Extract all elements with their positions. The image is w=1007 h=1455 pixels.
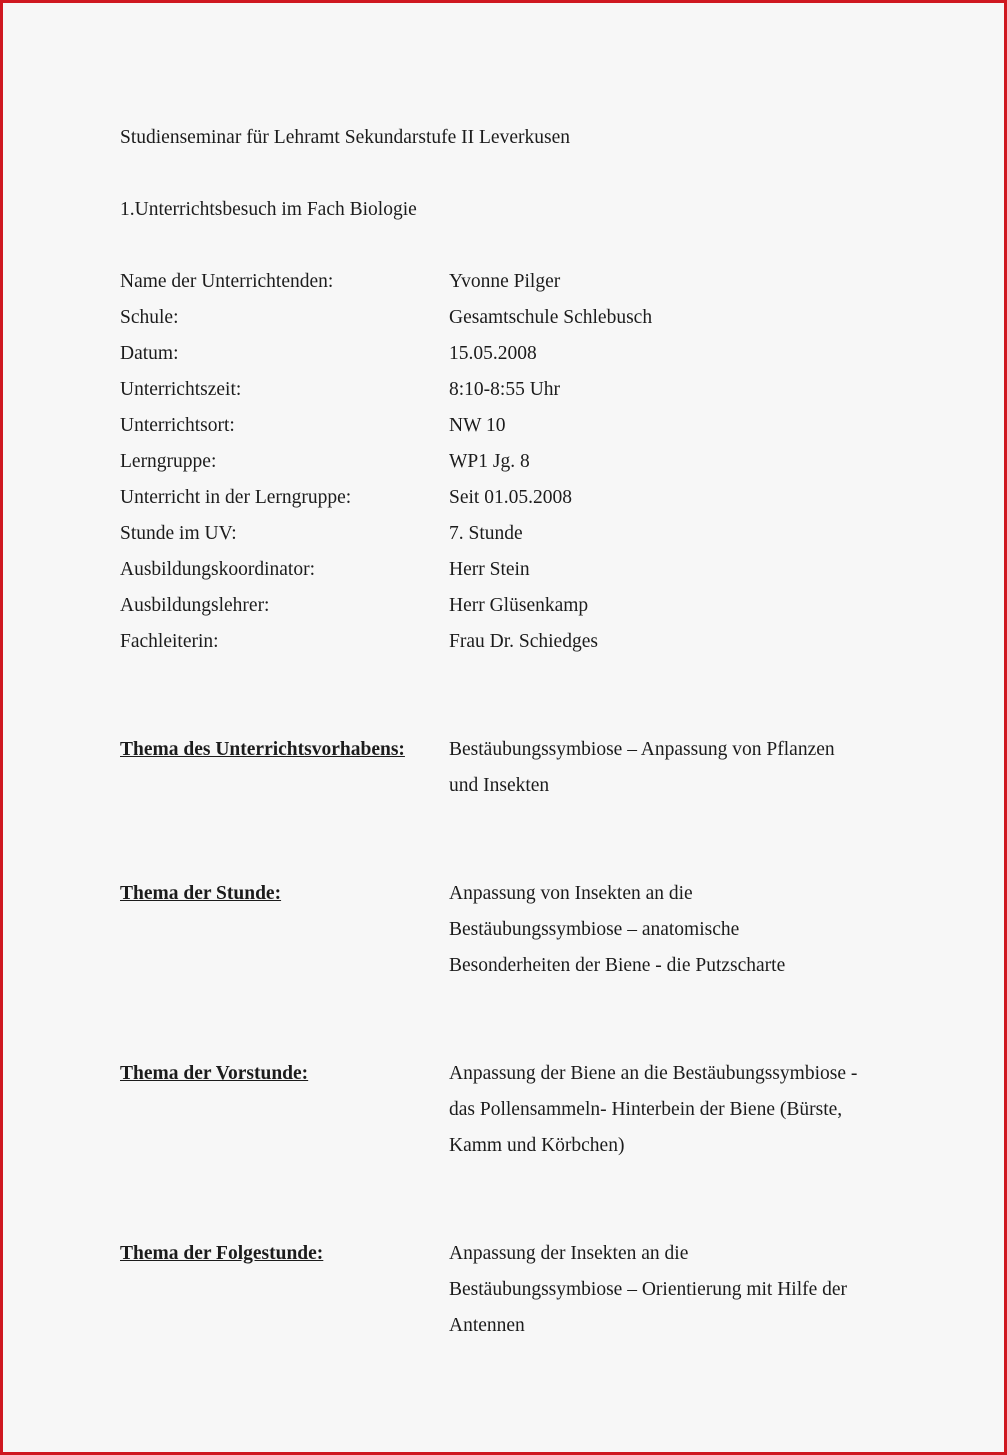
topic-text <box>449 876 890 984</box>
info-row-mentor <box>120 588 890 624</box>
topic-line: Anpassung von Insekten an die <box>449 883 693 904</box>
info-label: Fachleiterin: <box>120 631 219 652</box>
topic-text <box>449 1236 890 1344</box>
seminar-title: Studienseminar für Lehramt Sekundarstufe II Leverkusen <box>120 127 570 148</box>
topic-text <box>449 732 890 804</box>
visit-title: 1.Unterrichtsbesuch im Fach Biologie <box>120 199 417 220</box>
info-label: Unterrichtsort: <box>120 415 235 436</box>
info-table <box>120 264 890 660</box>
info-value: Herr Glüsenkamp <box>449 595 589 616</box>
info-value: WP1 Jg. 8 <box>449 451 530 472</box>
info-value: Herr Stein <box>449 559 530 580</box>
topic-line: Bestäubungssymbiose – Orientierung mit Hilfe der <box>449 1279 848 1300</box>
info-label: Unterricht in der Lerngruppe: <box>120 487 352 508</box>
info-label: Name der Unterrichtenden: <box>120 271 334 292</box>
info-value: Gesamtschule Schlebusch <box>449 307 653 328</box>
info-value: 15.05.2008 <box>449 343 537 364</box>
topic-next-lesson <box>120 1236 890 1344</box>
info-row-coordinator <box>120 552 890 588</box>
topic-line: Anpassung der Insekten an die <box>449 1243 689 1264</box>
topic-label: Thema des Unterrichtsvorhabens: <box>120 739 405 760</box>
topic-line: Besonderheiten der Biene - die Putzscharte <box>449 955 786 976</box>
info-label: Schule: <box>120 307 179 328</box>
info-row-lesson <box>120 516 890 552</box>
topic-line: Bestäubungssymbiose – anatomische <box>449 919 740 940</box>
info-row-location <box>120 408 890 444</box>
topics-section <box>120 732 890 1344</box>
info-row-supervisor <box>120 624 890 660</box>
info-value: Frau Dr. Schiedges <box>449 631 598 652</box>
topic-line: das Pollensammeln- Hinterbein der Biene (Bürste, <box>449 1099 843 1120</box>
info-label: Unterrichtszeit: <box>120 379 242 400</box>
info-row-school <box>120 300 890 336</box>
info-value: Seit 01.05.2008 <box>449 487 572 508</box>
info-label: Ausbildungskoordinator: <box>120 559 315 580</box>
topic-line: Antennen <box>449 1315 525 1336</box>
topic-lesson <box>120 876 890 984</box>
info-value: NW 10 <box>449 415 506 436</box>
info-label: Lerngruppe: <box>120 451 217 472</box>
topic-unit <box>120 732 890 804</box>
topic-text <box>449 1056 890 1164</box>
topic-label: Thema der Vorstunde: <box>120 1063 309 1084</box>
info-value: Yvonne Pilger <box>449 271 561 292</box>
info-value: 7. Stunde <box>449 523 523 544</box>
info-value: 8:10-8:55 Uhr <box>449 379 561 400</box>
topic-line: und Insekten <box>449 775 550 796</box>
info-row-group <box>120 444 890 480</box>
document-content <box>120 120 890 1344</box>
info-label: Ausbildungslehrer: <box>120 595 270 616</box>
topic-previous-lesson <box>120 1056 890 1164</box>
info-label: Stunde im UV: <box>120 523 237 544</box>
info-row-time <box>120 372 890 408</box>
info-row-since <box>120 480 890 516</box>
info-label: Datum: <box>120 343 179 364</box>
topic-line: Anpassung der Biene an die Bestäubungssymbiose - <box>449 1063 858 1084</box>
info-row-date <box>120 336 890 372</box>
topic-line: Kamm und Körbchen) <box>449 1135 625 1156</box>
info-row-name <box>120 264 890 300</box>
topic-line: Bestäubungssymbiose – Anpassung von Pflanzen <box>449 739 835 760</box>
topic-label: Thema der Stunde: <box>120 883 282 904</box>
topic-label: Thema der Folgestunde: <box>120 1243 324 1264</box>
